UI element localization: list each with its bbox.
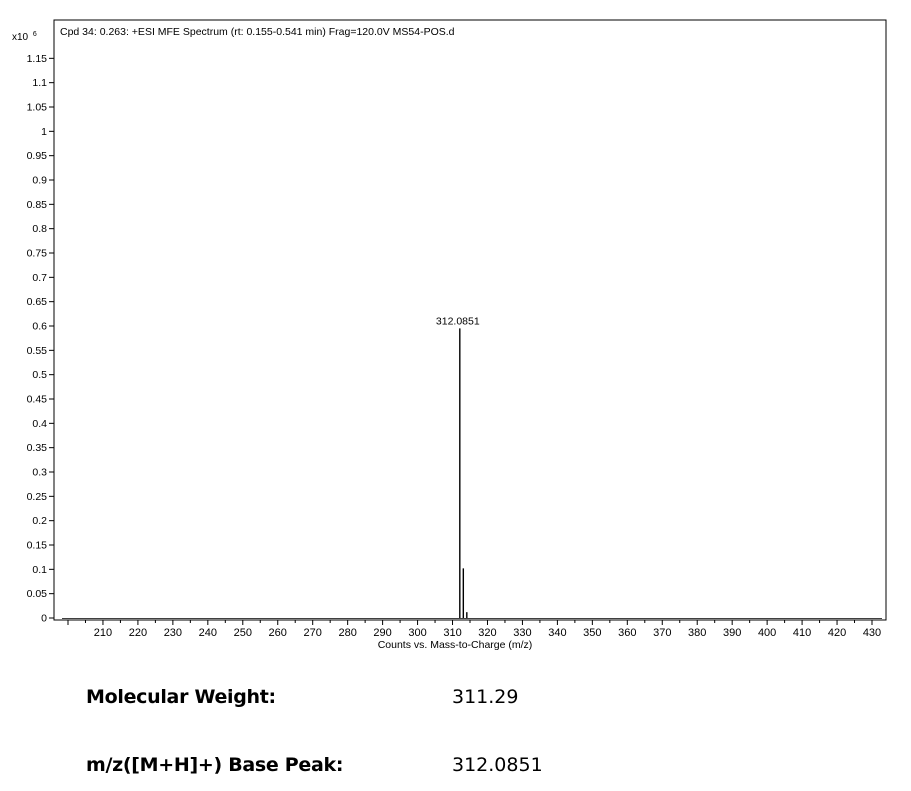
x-tick-label: 220 [128, 627, 148, 639]
x-tick-label: 420 [827, 627, 847, 639]
y-tick-label: 0.25 [26, 490, 47, 503]
x-tick-label: 380 [688, 627, 707, 639]
x-tick-label: 350 [583, 627, 602, 639]
x-tick-label: 300 [408, 627, 427, 639]
y-tick-label: 0.8 [32, 223, 47, 236]
x-tick-label: 250 [233, 627, 252, 639]
x-tick-label: 410 [792, 627, 812, 639]
x-tick-label: 390 [722, 627, 742, 639]
x-tick-label: 320 [478, 627, 497, 639]
y-tick-label: 1 [41, 125, 47, 138]
y-tick-label: 0.7 [32, 271, 47, 284]
molecular-weight-label: Molecular Weight: [86, 686, 276, 708]
y-tick-label: 0.55 [26, 344, 47, 357]
x-tick-label: 260 [268, 627, 287, 639]
base-peak-value: 312.0851 [452, 754, 543, 776]
y-tick-label: 0.6 [32, 320, 47, 333]
y-tick-label: 1.05 [26, 101, 47, 114]
y-tick-label: 0.5 [32, 369, 47, 382]
x-tick-label: 400 [757, 627, 777, 639]
y-tick-label: 0.35 [26, 442, 47, 455]
molecular-weight-value: 311.29 [452, 686, 519, 708]
y-tick-label: 0.9 [32, 174, 47, 187]
y-tick-label: 0.2 [32, 515, 47, 528]
base-peak-label: m/z([M+H]+) Base Peak: [86, 754, 344, 776]
y-scale-multiplier [12, 31, 37, 43]
x-tick-label: 340 [548, 627, 567, 639]
x-tick-label: 330 [513, 627, 532, 639]
x-tick-label: 360 [618, 627, 637, 639]
y-tick-label: 0.05 [26, 588, 47, 601]
y-tick-label: 0.75 [26, 247, 47, 260]
y-tick-label: 0.85 [26, 198, 47, 211]
x-tick-label: 230 [163, 627, 183, 639]
x-tick-label: 370 [653, 627, 672, 639]
y-tick-label: 1.15 [26, 52, 47, 65]
y-tick-label: 0.3 [32, 466, 47, 479]
y-tick-label: 0.1 [32, 563, 47, 576]
x-tick-label: 270 [303, 627, 322, 639]
x-tick-label: 210 [93, 627, 113, 639]
x-tick-label: 280 [338, 627, 357, 639]
y-axis [27, 53, 54, 625]
y-tick-label: 0.95 [26, 150, 47, 163]
y-scale-exponent: 6 [32, 31, 37, 38]
x-tick-label: 290 [373, 627, 392, 639]
y-tick-label: 0.65 [26, 296, 47, 309]
x-axis-label: Counts vs. Mass-to-Charge (m/z) [377, 639, 533, 651]
peak-label: 312.0851 [435, 315, 480, 328]
x-tick-label: 240 [198, 627, 218, 639]
y-tick-label: 1.1 [32, 77, 47, 90]
x-axis [62, 619, 882, 640]
y-tick-label: 0.45 [26, 393, 47, 406]
x-tick-label: 310 [443, 627, 462, 639]
y-scale-label: x10 [12, 32, 29, 43]
chart-title: Cpd 34: 0.263: +ESI MFE Spectrum (rt: 0.155-0.541 min) Frag=120.0V MS54-POS.d [60, 26, 455, 38]
y-tick-label: 0.4 [32, 417, 47, 430]
y-tick-label: 0.15 [26, 539, 47, 552]
y-tick-label: 0 [41, 612, 47, 625]
x-tick-label: 430 [862, 627, 882, 639]
